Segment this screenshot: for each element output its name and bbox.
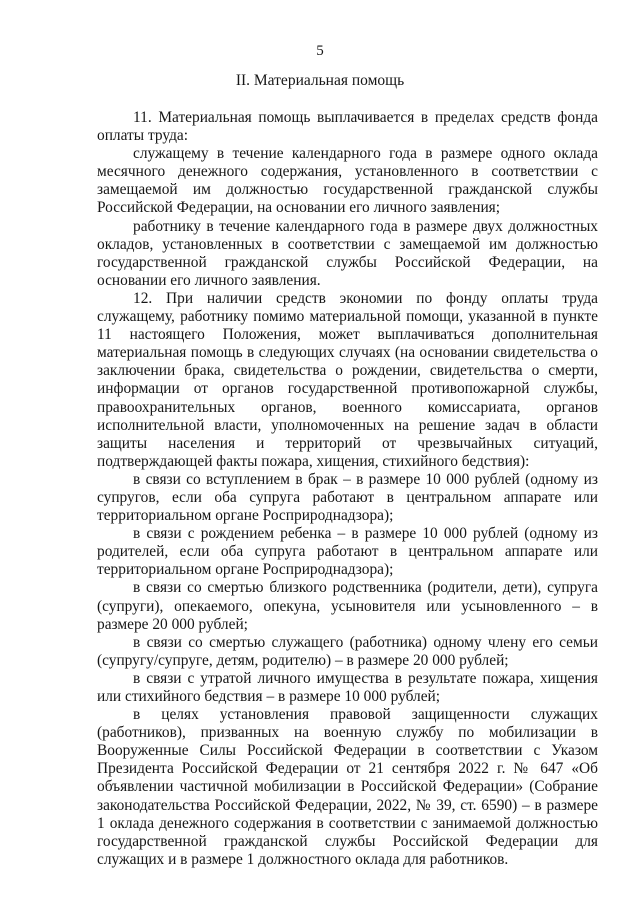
paragraph-11-intro: 11. Материальная помощь выплачивается в пределах средств фонда оплаты труда: xyxy=(97,109,598,145)
paragraph-12-employee-death: в связи со смертью служащего (работника) одному члену его семьи (супругу/супруге, детям, родителю) – в размере 20 000 рублей; xyxy=(97,633,598,669)
paragraph-12-mobilization: в целях установления правовой защищенности служащих (работников), призванных на военную службу по мобилизации в Вооруженные Силы Российской Федерации в соответствии с Указом Президента Российской Федерации от 21 сентября 2022 г. № 647 «Об объявлении частичной мобилизации в Российской Федерации» (Собрание законодательства Российской Федерации, 2022, № 39, ст. 6590) – в размере 1 оклада денежного содержания в соответствии с занимаемой должностью государственной гражданской службы Российской Федерации для служащих и в размере 1 должностного оклада для работников. xyxy=(97,706,598,868)
paragraph-12-intro: 12. При наличии средств экономии по фонду оплаты труда служащему, работнику помимо материальной помощи, указанной в пункте 11 настоящего Положения, может выплачиваться дополнительная материальная помощь в следующих случаях (на основании свидетельства о заключении брака, свидетельства о рождении, свидетельства о смерти, информации от органов государственной противопожарной службы, правоохранительных органов, военного комиссариата, органов исполнительной власти, уполномоченных на решение задач в области защиты населения и территорий от чрезвычайных ситуаций, подтверждающей факты пожара, хищения, стихийного бедствия): xyxy=(97,289,598,470)
document-body xyxy=(97,109,598,869)
paragraph-11-worker-aid: работнику в течение календарного года в размере двух должностных окладов, установленных в соответствии с замещаемой им должностью государственной гражданской службы Российской Федерации, на основании его личного заявления. xyxy=(97,217,598,289)
paragraph-12-relative-death: в связи со смертью близкого родственника (родители, дети), супруга (супруги), опекаемого, опекуна, усыновителя или усыновленного – в размере 20 000 рублей; xyxy=(97,579,598,633)
paragraph-12-birth: в связи с рождением ребенка – в размере 10 000 рублей (одному из родителей, если оба супруга работают в центральном аппарате или территориальном органе Росприроднадзора); xyxy=(97,525,598,579)
page-number: 5 xyxy=(316,43,324,59)
paragraph-12-marriage: в связи со вступлением в брак – в размере 10 000 рублей (одному из супругов, если оба супруга работают в центральном аппарате или территориальном органе Росприроднадзора); xyxy=(97,470,598,525)
section-title: II. Материальная помощь xyxy=(235,72,405,89)
paragraph-11-employee-aid: служащему в течение календарного года в размере одного оклада месячного денежного содержания, установленного в соответствии с замещаемой им должностью государственной гражданской службы Российской Федерации, на основании его личного заявления; xyxy=(97,145,598,217)
paragraph-12-property-loss: в связи с утратой личного имущества в результате пожара, хищения или стихийного бедствия – в размере 10 000 рублей; xyxy=(97,669,598,705)
